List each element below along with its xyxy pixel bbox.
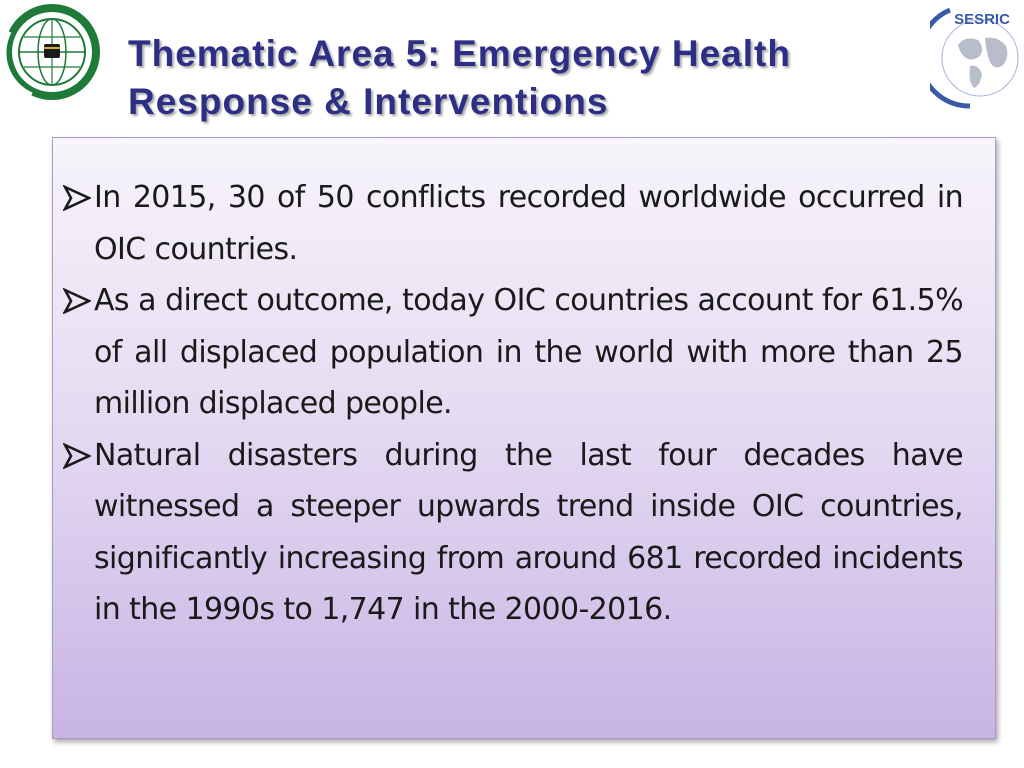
bullet-text: In 2015, 30 of 50 conflicts recorded worldwide occurred in OIC countries. (94, 180, 963, 267)
bullet-list (61, 172, 963, 636)
arrow-bullet-icon (63, 185, 91, 211)
bullet-item (61, 172, 963, 275)
content-box (52, 137, 996, 739)
bullet-text: As a direct outcome, today OIC countries account for 61.5% of all displaced population in the world with more than 25 million displaced people. (94, 283, 963, 421)
oic-logo (2, 2, 102, 102)
bullet-text: Natural disasters during the last four decades have witnessed a steeper upwards trend inside OIC countries, significantly increasing from around 681 recorded incidents in the 1990s to 1,747 in the 2000-2016. (94, 437, 963, 627)
bullet-item (61, 430, 963, 636)
slide-title: Thematic Area 5: Emergency Health Response & Interventions (128, 33, 791, 122)
arrow-bullet-icon (63, 288, 91, 314)
sesric-logo-text: SESRIC (954, 11, 1010, 28)
sesric-logo (930, 0, 1020, 110)
bullet-item (61, 275, 963, 430)
arrow-bullet-icon (63, 443, 91, 469)
